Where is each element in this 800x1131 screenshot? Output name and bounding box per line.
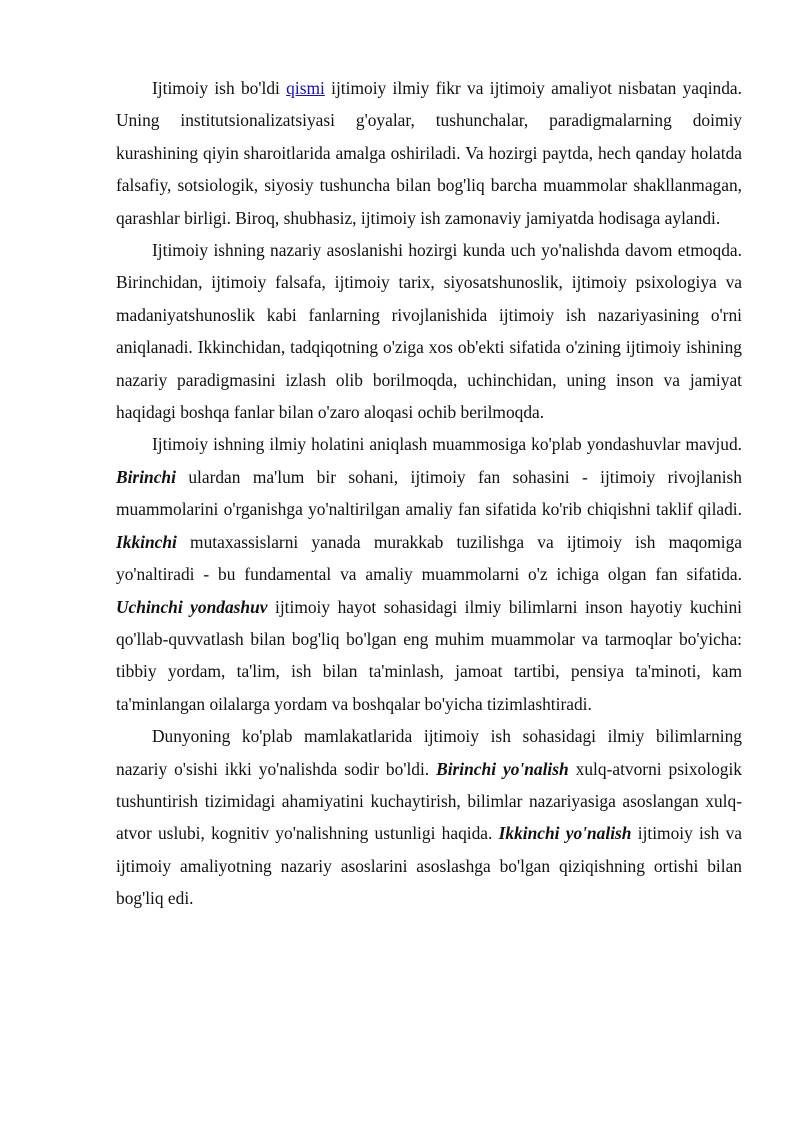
emphasis-birinchi-yonalish: Birinchi yo'nalish: [436, 758, 569, 779]
text-run: ulardan ma'lum bir sohani, ijtimoiy fan sohasini - ijtimoiy rivojlanish muammolarini o'rganishga yo'naltirilgan amaliy fan sifatida ko'rib chiqishni taklif qiladi.: [116, 466, 742, 520]
text-run: ijtimoiy ilmiy fikr va ijtimoiy amaliyot nisbatan yaqinda. Uning institutsionalizatsiyasi g'oyalar, tushunchalar, paradigmalarning doimiy kurashining qiyin sharoitlarida amalga oshiriladi. Va hozirgi paytda, hech qanday holatda falsafiy, sotsiologik, siyosiy tushuncha bilan bog'liq barcha muammolar shakllanmagan, qarashlar birligi. Biroq, shubhasiz, ijtimoiy ish zamonaviy jamiyatda hodisaga aylandi.: [116, 78, 742, 228]
text-run: mutaxassislarni yanada murakkab tuzilishga va ijtimoiy ish maqomiga yo'naltiradi - bu fundamental va amaliy muammolarni o'z ichiga olgan fan sifatida.: [116, 531, 742, 585]
text-run: ijtimoiy ish va ijtimoiy amaliyotning nazariy asoslarini asoslashga bo'lgan qiziqishning ortishi bilan bog'liq edi.: [116, 823, 743, 909]
qismi-link[interactable]: qismi: [286, 78, 325, 98]
emphasis-birinchi: Birinchi: [116, 466, 176, 487]
paragraph-4: [116, 720, 742, 914]
text-run: Ijtimoiy ishning ilmiy holatini aniqlash muammosiga ko'plab yondashuvlar mavjud.: [152, 434, 742, 455]
document-page: [116, 72, 742, 915]
text-run: Dunyoning ko'plab mamlakatlarida ijtimoiy ish sohasidagi ilmiy bilimlarning nazariy o'sishi ikki yo'nalishda sodir bo'ldi.: [116, 726, 742, 779]
text-run: ijtimoiy hayot sohasidagi ilmiy bilimlarni inson hayotiy kuchini qo'llab-quvvatlash bilan bog'liq bo'lgan eng muhim muammolar va tarmoqlar bo'yicha: tibbiy yordam, ta'lim, ish bilan ta'minlash, jamoat tartibi, pensiya ta'minoti, kam ta'minlangan oilalarga yordam va boshqalar bo'yicha tizimlashtiradi.: [116, 596, 742, 714]
text-run: xulq-atvorni psixologik tushuntirish tizimidagi ahamiyatini kuchaytirish, bilimlar nazariyasiga asoslangan xulq-atvor uslubi, kognitiv yo'nalishning ustunligi haqida.: [116, 758, 742, 844]
paragraph-3: [116, 428, 742, 720]
emphasis-ikkinchi: Ikkinchi: [116, 531, 177, 552]
text-run: Ijtimoiy ishning nazariy asoslanishi hozirgi kunda uch yo'nalishda davom etmoqda. Birinchidan, ijtimoiy falsafa, ijtimoiy tarix, siyosatshunoslik, ijtimoiy psixologiya va madaniyatshunoslik kabi fanlarning rivojlanishida ijtimoiy ish nazariyasining o'rni aniqlanadi. Ikkinchidan, tadqiqotning o'ziga xos ob'ekti sifatida o'zining ijtimoiy ishining nazariy paradigmasini izlash olib borilmoqda, uchinchidan, uning inson va jamiyat haqidagi boshqa fanlar bilan o'zaro aloqasi ochib berilmoqda.: [116, 240, 742, 423]
emphasis-ikkinchi-yonalish: Ikkinchi yo'nalish: [498, 823, 632, 844]
text-run: Ijtimoiy ish bo'ldi: [152, 78, 287, 98]
paragraph-2: [116, 234, 742, 428]
emphasis-uchinchi-yondashuv: Uchinchi yondashuv: [116, 596, 268, 617]
paragraph-1: [116, 72, 742, 234]
